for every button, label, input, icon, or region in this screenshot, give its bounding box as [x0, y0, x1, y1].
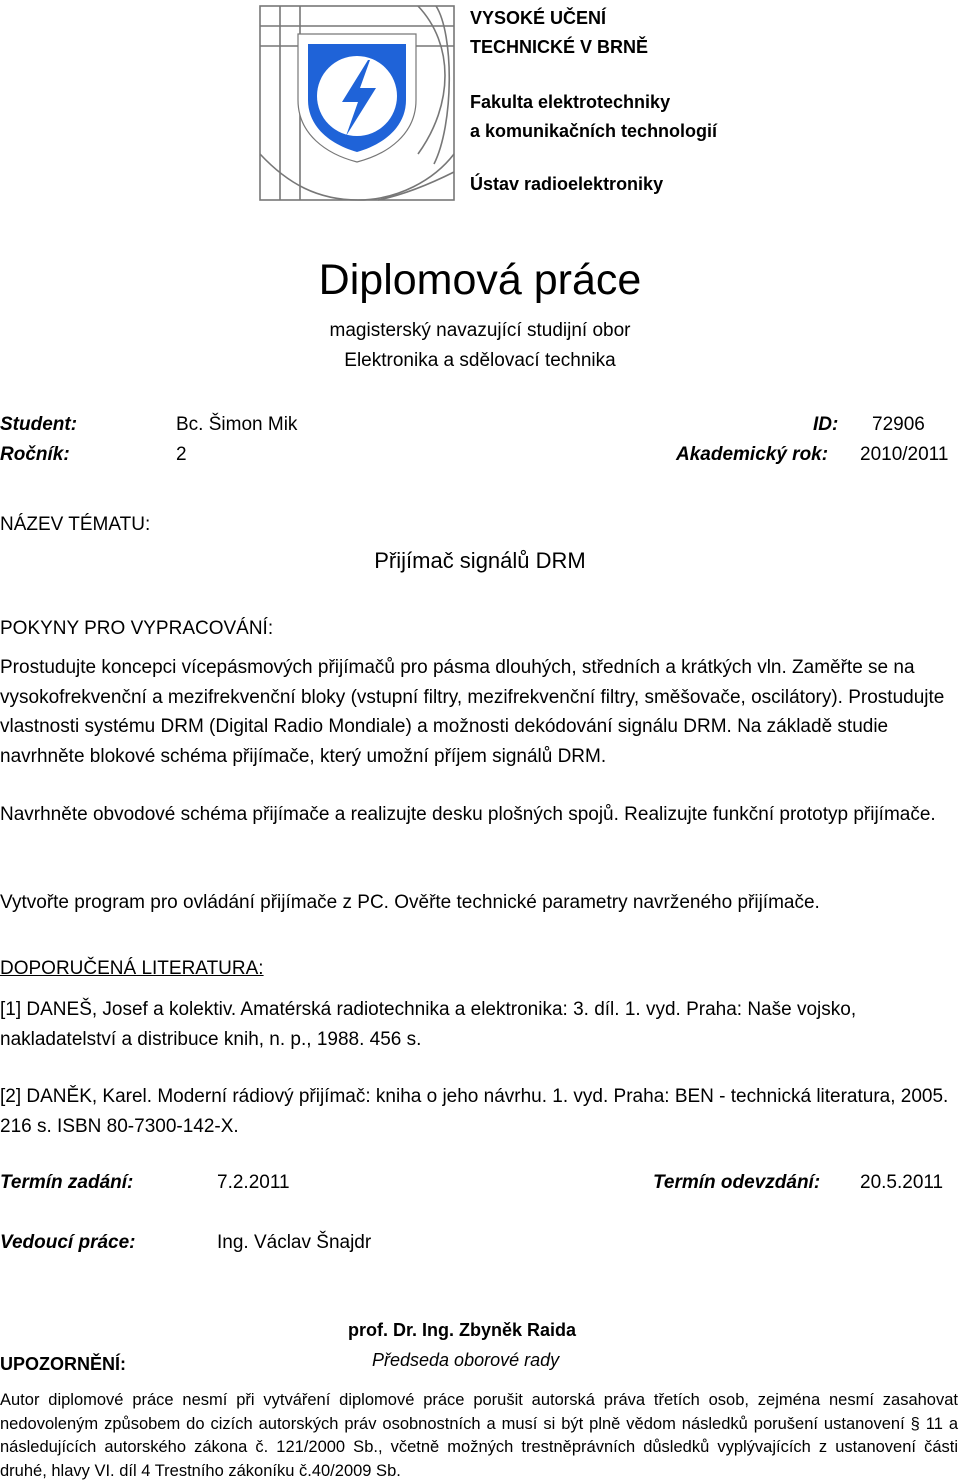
study-program: magisterský navazující studijní obor: [329, 320, 631, 341]
supervisor-label: Vedoucí práce:: [0, 1232, 136, 1253]
notice-text: Autor diplomové práce nesmí při vytváření diplomové práce porušit autorská práva třetích osob, zejména nesmí zasahovat nedovoleným způsobem do cizích autorských práv osobnostních a musí si být plně vědom následků porušení ustanovení § 11 a následujících autorského zákona č. 121/2000 Sb., včetně možných trestněprávních důsledků vyplývajících z ustanovení části druhé, hlavy VI. díl 4 Trestního zákoníku č.40/2009 Sb.: [0, 1391, 958, 1480]
supervisor-value: Ing. Václav Šnajdr: [217, 1232, 372, 1253]
literature-label: [0, 958, 264, 980]
university-logo: [258, 4, 456, 202]
literature-text-1: [1] DANEŠ, Josef a kolektiv. Amatérská radiotechnika a elektronika: 3. díl. 1. vyd. Praha: Naše vojsko, nakladatelství a distribuce knih, n. p., 1988. 456 s.: [0, 999, 857, 1050]
literature-text-2: [2] DANĚK, Karel. Moderní rádiový přijímač: kniha o jeho návrhu. 1. vyd. Praha: BEN - technická literatura, 2005. 216 s. ISBN 80-7300-142-X.: [0, 1086, 949, 1137]
year-value: 2: [176, 444, 187, 465]
signature-role: Předseda oborové rady: [372, 1350, 560, 1370]
academic-year-label: Akademický rok:: [676, 444, 829, 465]
instructions-text-2: Navrhněte obvodové schéma přijímače a realizujte desku plošných spojů. Realizujte funkční prototyp přijímače.: [0, 804, 936, 825]
university-name-line2: TECHNICKÉ V BRNĚ: [470, 37, 649, 57]
topic-label: NÁZEV TÉMATU:: [0, 514, 151, 535]
notice-label: UPOZORNĚNÍ:: [0, 1354, 126, 1374]
study-field: Elektronika a sdělovací technika: [344, 350, 616, 371]
year-label: Ročník:: [0, 444, 70, 465]
instructions-paragraph-3: [0, 888, 950, 918]
id-label: ID:: [813, 414, 839, 435]
faculty-name-line1: Fakulta elektrotechniky: [470, 92, 671, 112]
student-label: Student:: [0, 414, 78, 435]
literature-item-1: [0, 995, 950, 1054]
student-value: Bc. Šimon Mik: [176, 414, 298, 435]
instructions-text-1: Prostudujte koncepci vícepásmových přijímačů pro pásma dlouhých, středních a krátkých vln. Zaměřte se na vysokofrekvenční a mezifrekvenční bloky (vstupní filtry, mezifrekvenční filtry, směšovače, oscilátory). Prostudujte vlastnosti systému DRM (Digital Radio Mondiale) a možnosti dekódování signálu DRM. Na základě studie navrhněte blokové schéma přijímače, který umožní příjem signálů DRM.: [0, 657, 945, 767]
instructions-label: POKYNY PRO VYPRACOVÁNÍ:: [0, 618, 274, 639]
literature-label-text: DOPORUČENÁ LITERATURA:: [0, 958, 264, 979]
signature-name: prof. Dr. Ing. Zbyněk Raida: [348, 1320, 577, 1340]
due-date-value: 20.5.2011: [860, 1172, 944, 1193]
institute-name: Ústav radioelektroniky: [470, 174, 664, 194]
instructions-paragraph-2: [0, 800, 950, 830]
assigned-date-value: 7.2.2011: [217, 1172, 290, 1193]
university-name-line1: VYSOKÉ UČENÍ: [470, 8, 607, 28]
instructions-text-3: Vytvořte program pro ovládání přijímače z PC. Ověřte technické parametry navrženého přijímače.: [0, 892, 820, 913]
faculty-name-line2: a komunikačních technologií: [470, 121, 718, 141]
topic-title: Přijímač signálů DRM: [374, 548, 586, 573]
vut-lightning-shield-logo-icon: [258, 4, 456, 202]
literature-item-2: [0, 1082, 950, 1141]
assigned-date-label: Termín zadání:: [0, 1172, 134, 1193]
document-title: Diplomová práce: [318, 256, 642, 304]
academic-year-value: 2010/2011: [860, 444, 949, 465]
id-value: 72906: [872, 414, 925, 435]
instructions-paragraph-1: [0, 653, 950, 771]
due-date-label: Termín odevzdání:: [653, 1172, 821, 1193]
